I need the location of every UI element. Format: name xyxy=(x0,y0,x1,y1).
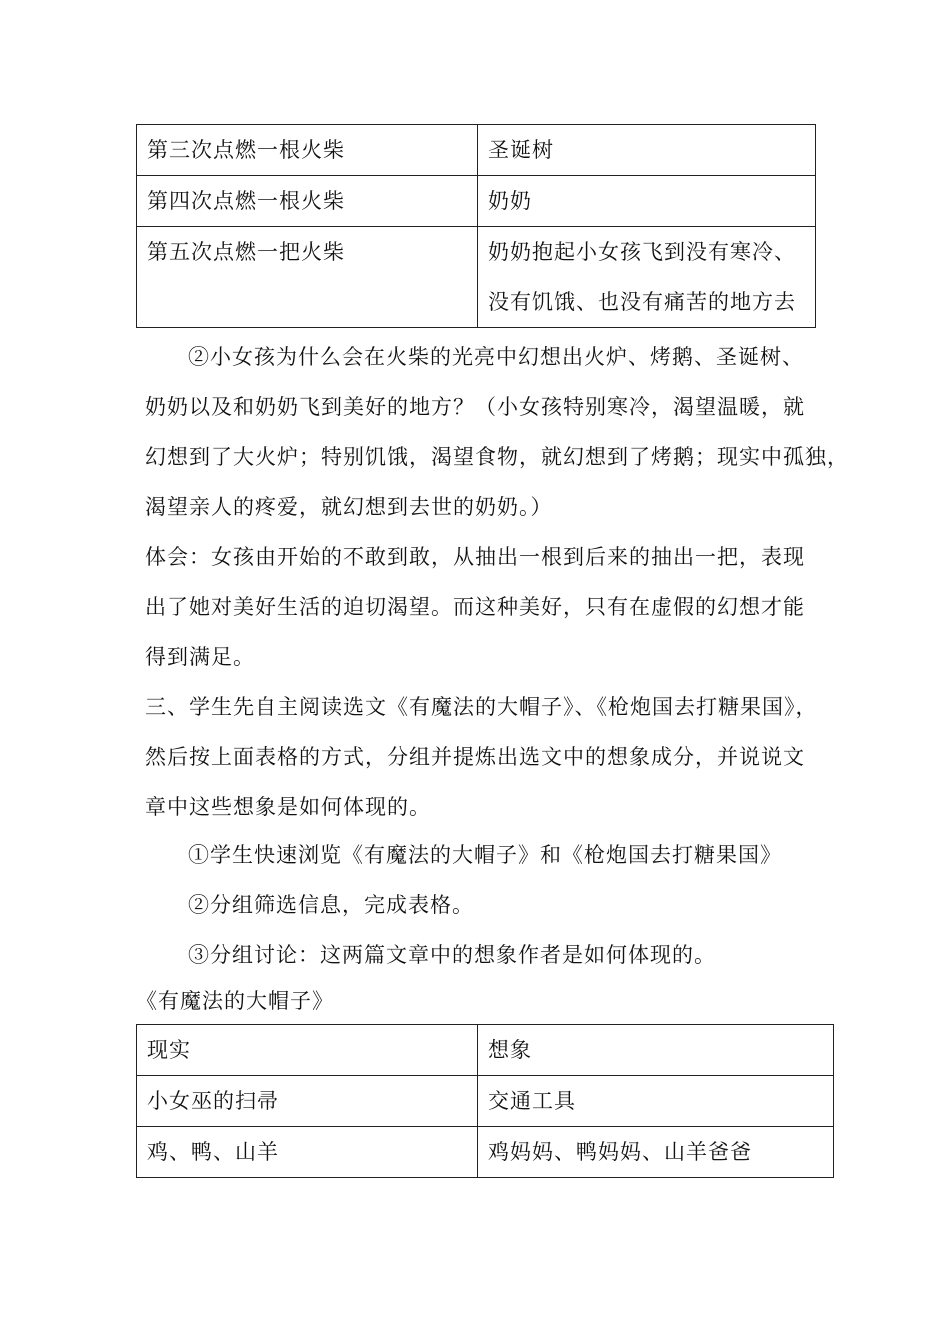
table-cell: 小女巫的扫帚 xyxy=(137,1076,478,1127)
section-three-line: 三、学生先自主阅读选文《有魔法的大帽子》、《枪炮国去打糖果国》， xyxy=(145,695,818,719)
table-cell: 交通工具 xyxy=(478,1076,834,1127)
table-row xyxy=(137,125,816,176)
table-row xyxy=(137,1127,834,1178)
story-table xyxy=(136,124,816,328)
step-3: ③分组讨论：这两篇文章中的想象作者是如何体现的。 xyxy=(188,943,716,967)
section-three-line: 然后按上面表格的方式，分组并提炼出选文中的想象成分，并说说文 xyxy=(145,745,805,769)
table-row xyxy=(137,176,816,227)
table-cell: 鸡妈妈、鸭妈妈、山羊爸爸 xyxy=(478,1127,834,1178)
reflection-line: 出了她对美好生活的迫切渴望。而这种美好，只有在虚假的幻想才能 xyxy=(145,595,805,619)
table-cell: 第三次点燃一根火柴 xyxy=(137,125,478,176)
table-cell: 第四次点燃一根火柴 xyxy=(137,176,478,227)
section-three-line: 章中这些想象是如何体现的。 xyxy=(145,795,431,819)
table-cell: 鸡、鸭、山羊 xyxy=(137,1127,478,1178)
column-header-reality: 现实 xyxy=(137,1025,478,1076)
table-row xyxy=(137,1076,834,1127)
column-header-imagination: 想象 xyxy=(478,1025,834,1076)
table-cell: 圣诞树 xyxy=(478,125,816,176)
question-2-line: 奶奶以及和奶奶飞到美好的地方？（小女孩特别寒冷，渴望温暖，就 xyxy=(145,395,805,419)
step-2: ②分组筛选信息，完成表格。 xyxy=(188,893,474,917)
question-2-line: 幻想到了大火炉；特别饥饿，渴望食物，就幻想到了烤鹅；现实中孤独， xyxy=(145,445,849,469)
table-2-title: 《有魔法的大帽子》 xyxy=(136,989,334,1013)
table-cell: 第五次点燃一把火柴 xyxy=(137,227,478,328)
question-2-line: ②小女孩为什么会在火柴的光亮中幻想出火炉、烤鹅、圣诞树、 xyxy=(188,345,804,369)
question-2-line: 渴望亲人的疼爱，就幻想到去世的奶奶。） xyxy=(145,495,553,519)
table-header-row xyxy=(137,1025,834,1076)
table-row xyxy=(137,227,816,328)
step-1: ①学生快速浏览《有魔法的大帽子》和《枪炮国去打糖果国》 xyxy=(188,843,782,867)
reflection-line: 得到满足。 xyxy=(145,645,255,669)
table-cell: 奶奶抱起小女孩飞到没有寒冷、没有饥饿、也没有痛苦的地方去 xyxy=(478,227,816,328)
magic-hat-table xyxy=(136,1024,834,1178)
table-cell: 奶奶 xyxy=(478,176,816,227)
reflection-line: 体会：女孩由开始的不敢到敢，从抽出一根到后来的抽出一把，表现 xyxy=(145,545,805,569)
